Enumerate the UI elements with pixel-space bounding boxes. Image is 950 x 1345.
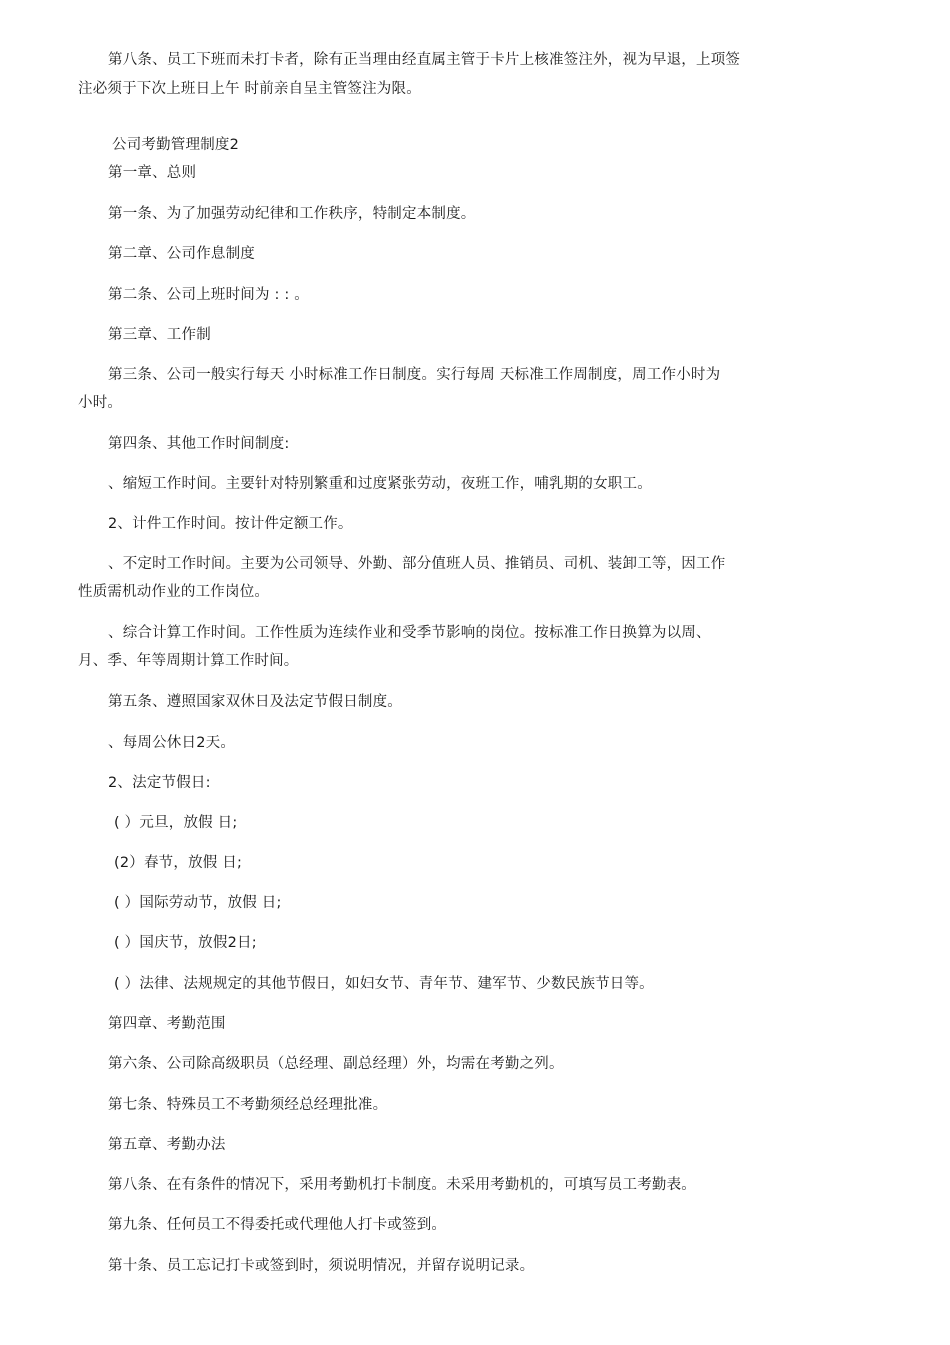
- article-6: 第六条、公司除高级职员（总经理、副总经理）外，均需在考勤之列。: [108, 1056, 564, 1072]
- article-3-line-2: 小时。: [78, 395, 123, 411]
- list-item-2: 2、计件工作时间。按计件定额工作。: [108, 516, 353, 532]
- article-1: 第一条、为了加强劳动纪律和工作秩序，特制定本制度。: [108, 206, 476, 222]
- chapter-5-heading: 第五章、考勤办法: [108, 1137, 226, 1153]
- section-title: 公司考勤管理制度2: [112, 137, 240, 153]
- article-8-line-1: 第八条、员工下班而未打卡者，除有正当理由经直属主管于卡片上核准签注外，视为早退，上项签: [108, 52, 741, 68]
- holiday-sub-3: ( ）国际劳动节，放假 日;: [114, 895, 282, 911]
- holiday-sub-4: ( ）国庆节，放假2日;: [114, 935, 257, 951]
- article-4: 第四条、其他工作时间制度:: [108, 436, 290, 452]
- chapter-2-heading: 第二章、公司作息制度: [108, 246, 255, 262]
- article-10: 第十条、员工忘记打卡或签到时，须说明情况，并留存说明记录。: [108, 1258, 535, 1274]
- holiday-sub-1: ( ）元旦，放假 日;: [114, 815, 238, 831]
- article-8-line-2: 注必须于下次上班日上午 时前亲自呈主管签注为限。: [78, 81, 421, 97]
- article-3-line-1: 第三条、公司一般实行每天 小时标准工作日制度。实行每周 天标准工作周制度，周工作小时为: [108, 367, 721, 383]
- article-5: 第五条、遵照国家双休日及法定节假日制度。: [108, 694, 402, 710]
- article-2: 第二条、公司上班时间为 : : 。: [108, 287, 309, 303]
- list-item-1: 、缩短工作时间。主要针对特别繁重和过度紧张劳动，夜班工作，哺乳期的女职工。: [108, 476, 652, 492]
- article-8b: 第八条、在有条件的情况下，采用考勤机打卡制度。未采用考勤机的，可填写员工考勤表。: [108, 1177, 696, 1193]
- chapter-4-heading: 第四章、考勤范围: [108, 1016, 226, 1032]
- holiday-sub-2: (2）春节，放假 日;: [114, 855, 243, 871]
- list-item-3-line-2: 性质需机动作业的工作岗位。: [78, 584, 270, 600]
- list-item-3-line-1: 、不定时工作时间。主要为公司领导、外勤、部分值班人员、推销员、司机、装卸工等，因工作: [108, 556, 726, 572]
- chapter-1-heading: 第一章、总则: [108, 165, 197, 181]
- holiday-item-1: 、每周公休日2天。: [108, 735, 236, 751]
- holiday-sub-5: ( ）法律、法规规定的其他节假日，如妇女节、青年节、建军节、少数民族节日等。: [114, 976, 654, 992]
- article-7: 第七条、特殊员工不考勤须经总经理批准。: [108, 1097, 388, 1113]
- list-item-4-line-1: 、综合计算工作时间。工作性质为连续作业和受季节影响的岗位。按标准工作日换算为以周、: [108, 625, 711, 641]
- list-item-4-line-2: 月、季、年等周期计算工作时间。: [78, 653, 299, 669]
- article-9: 第九条、任何员工不得委托或代理他人打卡或签到。: [108, 1217, 447, 1233]
- holiday-item-2: 2、法定节假日:: [108, 775, 211, 791]
- chapter-3-heading: 第三章、工作制: [108, 327, 211, 343]
